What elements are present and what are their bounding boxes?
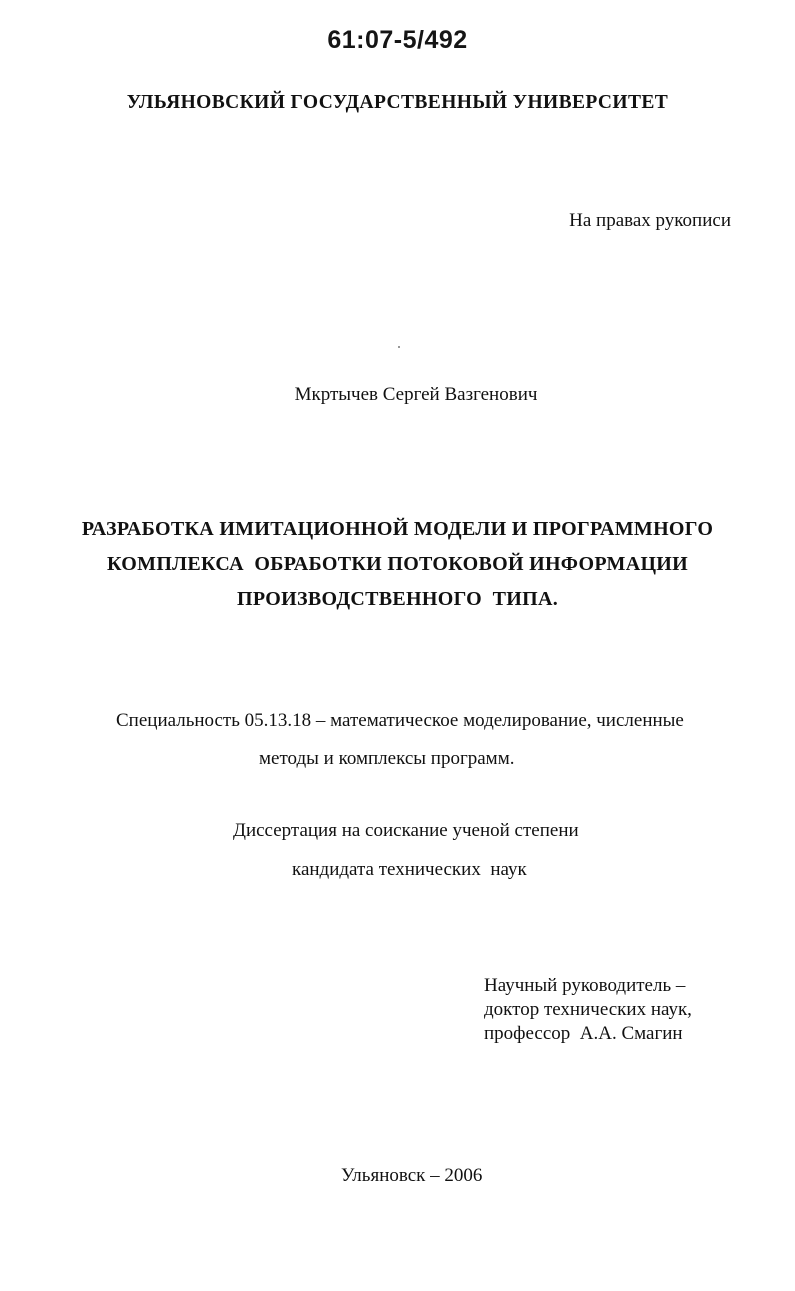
degree-line-1: Диссертация на соискание ученой степени — [233, 820, 579, 841]
city-year: Ульяновск – 2006 — [341, 1165, 483, 1186]
title-line: ПРОИЗВОДСТВЕННОГО ТИПА. — [237, 588, 558, 610]
degree-line-2: кандидата технических наук — [292, 859, 527, 880]
advisor-line: Научный руководитель – — [484, 975, 686, 996]
manuscript-rights-note: На правах рукописи — [569, 210, 731, 231]
dissertation-title — [0, 512, 795, 617]
catalog-number: 61:07-5/492 — [327, 26, 468, 54]
advisor-line: профессор А.А. Смагин — [484, 1023, 683, 1044]
title-line: РАЗРАБОТКА ИМИТАЦИОННОЙ МОДЕЛИ И ПРОГРАММНОГО — [81, 518, 714, 540]
specialty-line-1: Специальность 05.13.18 – математическое моделирование, численные — [116, 710, 684, 731]
university-name: УЛЬЯНОВСКИЙ ГОСУДАРСТВЕННЫЙ УНИВЕРСИТЕТ — [126, 92, 669, 113]
advisor-line: доктор технических наук, — [484, 999, 692, 1020]
title-line: КОМПЛЕКСА ОБРАБОТКИ ПОТОКОВОЙ ИНФОРМАЦИИ — [106, 553, 689, 575]
scan-speck — [398, 346, 400, 348]
author-name: Мкртычев Сергей Вазгенович — [294, 384, 538, 405]
scientific-advisor — [484, 974, 692, 1046]
specialty-line-2: методы и комплексы программ. — [259, 748, 515, 769]
